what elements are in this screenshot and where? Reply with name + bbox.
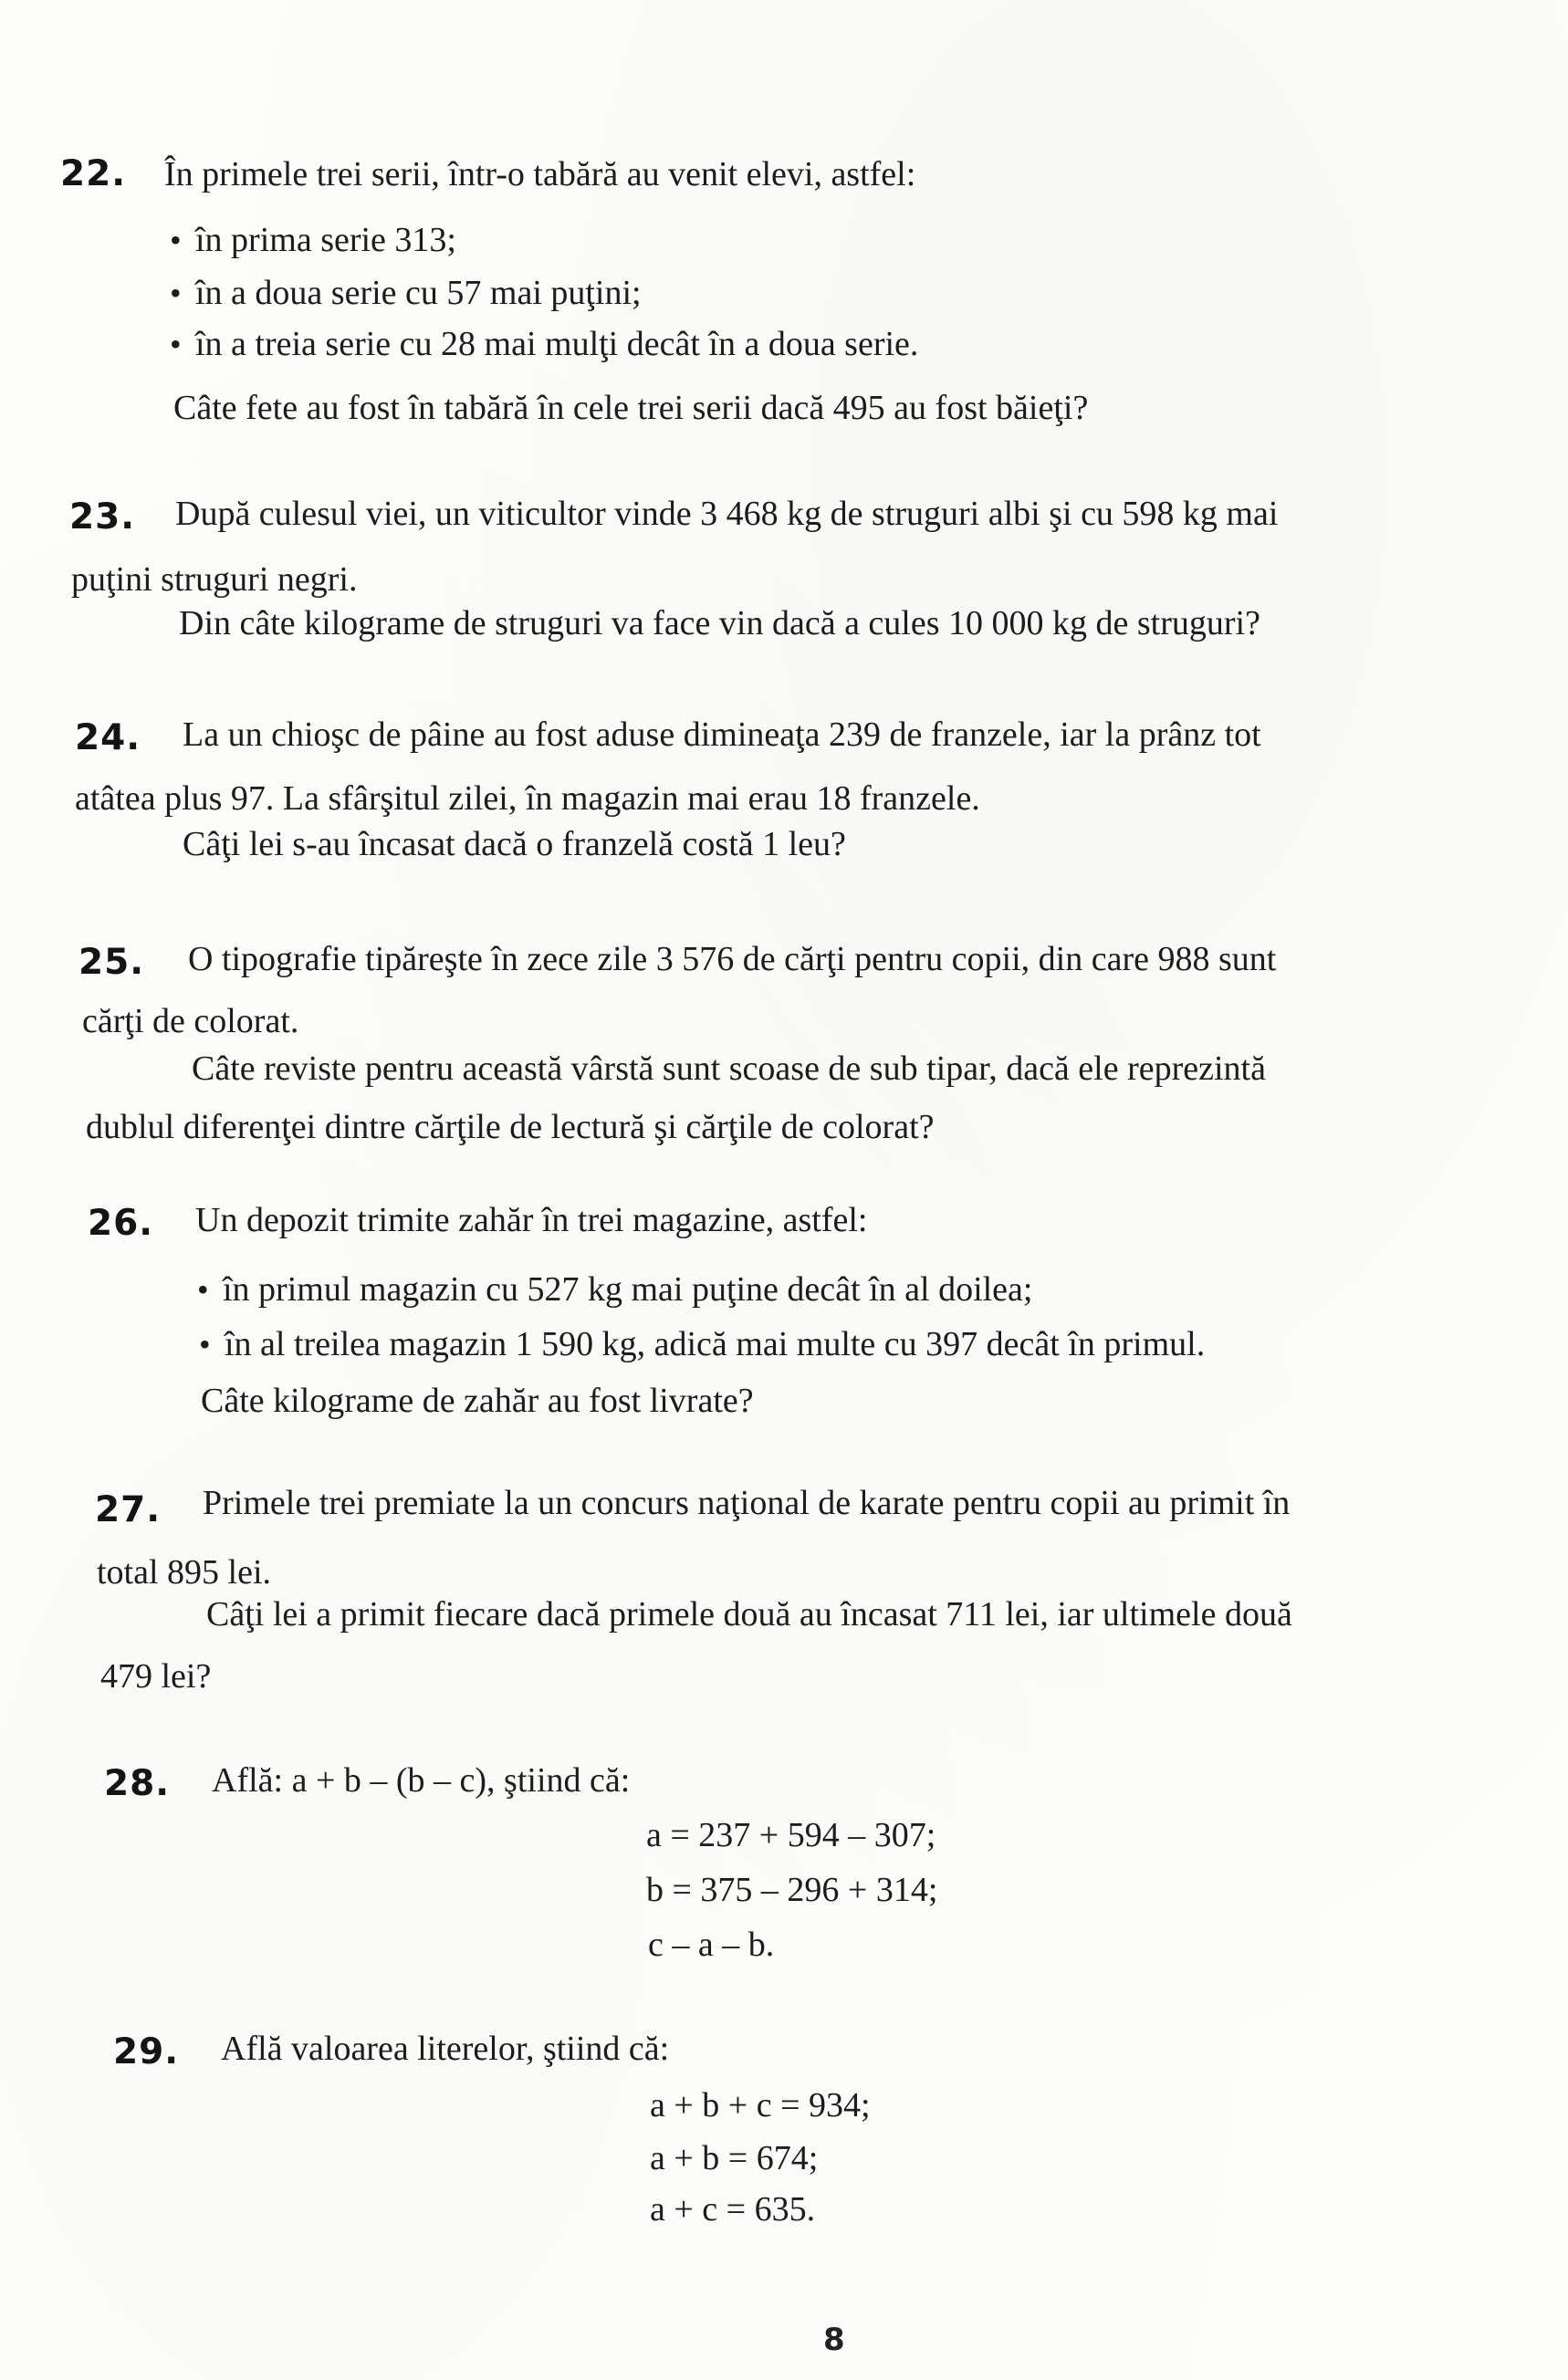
bullet-item: • în prima serie 313; xyxy=(170,219,456,261)
equation: a + c = 635. xyxy=(650,2190,816,2229)
problem-question: 479 lei? xyxy=(100,1657,212,1696)
problem-text: total 895 lei. xyxy=(97,1553,272,1592)
problem-text: cărţi de colorat. xyxy=(82,1002,299,1040)
problem-question: Câţi lei s-au încasat dacă o franzelă costă 1 leu? xyxy=(183,825,846,863)
problem-text: În primele trei serii, într-o tabără au venit elevi, astfel: xyxy=(164,155,916,193)
problem-text: O tipografie tipăreşte în zece zile 3 576 de cărţi pentru copii, din care 988 sunt xyxy=(188,940,1277,978)
problem-text: puţini struguri negri. xyxy=(71,560,358,599)
problem-text: La un chioşc de pâine au fost aduse dimineaţa 239 de franzele, iar la prânz tot xyxy=(183,715,1261,754)
equation: a = 237 + 594 – 307; xyxy=(646,1816,936,1854)
problem-question: Câte fete au fost în tabără în cele trei serii dacă 495 au fost băieţi? xyxy=(173,389,1089,427)
bullet-item: • în al treilea magazin 1 590 kg, adică mai multe cu 397 decât în primul. xyxy=(199,1323,1205,1365)
problem-number: 23. xyxy=(69,496,136,538)
problem-text: atâtea plus 97. La sfârşitul zilei, în magazin mai erau 18 franzele. xyxy=(75,779,980,818)
equation: c – a – b. xyxy=(648,1926,775,1964)
equation: a + b + c = 934; xyxy=(650,2086,871,2124)
problem-text: După culesul viei, un viticultor vinde 3 468 kg de struguri albi şi cu 598 kg mai xyxy=(175,495,1279,533)
problem-number: 22. xyxy=(60,153,127,194)
problem-text: Află: a + b – (b – c), ştiind că: xyxy=(212,1761,631,1800)
equation: b = 375 – 296 + 314; xyxy=(646,1871,938,1909)
bullet-item: • în a doua serie cu 57 mai puţini; xyxy=(170,272,642,314)
problem-question: Câte reviste pentru această vârstă sunt scoase de sub tipar, dacă ele reprezintă xyxy=(192,1049,1266,1088)
problem-number: 27. xyxy=(95,1489,162,1530)
problem-question: Câţi lei a primit fiecare dacă primele două au încasat 711 lei, iar ultimele două xyxy=(206,1595,1292,1634)
problem-number: 24. xyxy=(75,717,141,758)
problem-text: Primele trei premiate la un concurs naţional de karate pentru copii au primit în xyxy=(203,1484,1291,1522)
problem-text: Un depozit trimite zahăr în trei magazine, astfel: xyxy=(195,1201,868,1239)
problem-number: 28. xyxy=(104,1763,171,1804)
page-number: 8 xyxy=(823,2322,845,2358)
problem-question: Din câte kilograme de struguri va face vin dacă a cules 10 000 kg de struguri? xyxy=(179,604,1260,642)
problem-question: dublul diferenţei dintre cărţile de lectură şi cărţile de colorat? xyxy=(86,1108,935,1146)
bullet-item: • în a treia serie cu 28 mai mulţi decât în a doua serie. xyxy=(170,323,918,365)
problem-question: Câte kilograme de zahăr au fost livrate? xyxy=(201,1382,754,1420)
equation: a + b = 674; xyxy=(650,2139,819,2177)
problem-number: 25. xyxy=(78,942,145,983)
problem-number: 26. xyxy=(88,1203,154,1244)
bullet-item: • în primul magazin cu 527 kg mai puţine decât în al doilea; xyxy=(197,1268,1032,1310)
problem-number: 29. xyxy=(113,2031,180,2072)
problem-text: Află valoarea literelor, ştiind că: xyxy=(221,2030,670,2068)
